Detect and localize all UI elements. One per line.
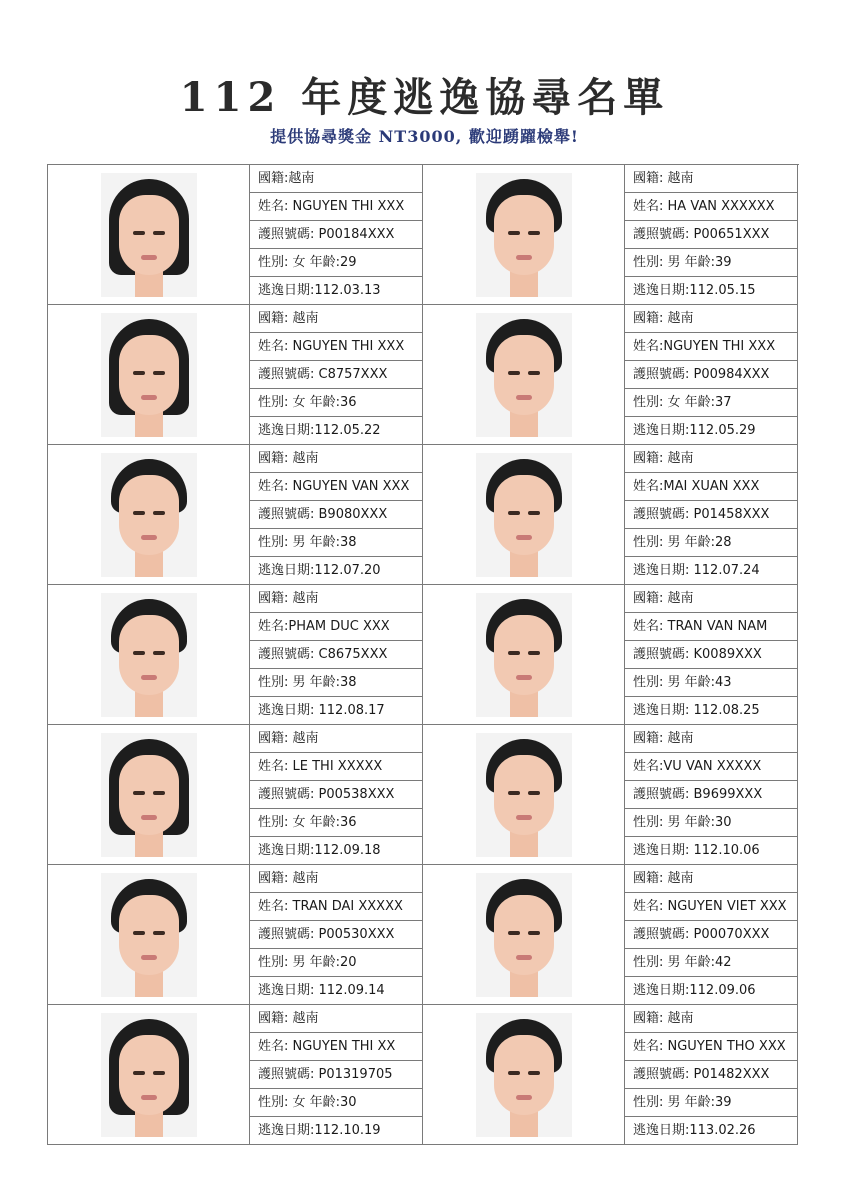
sex-age-field: 性別: 女 年齡:30 (250, 1089, 423, 1117)
sex-age-field: 性別: 女 年齡:36 (250, 389, 423, 417)
person-entry (48, 725, 423, 865)
name-field: 姓名: HA VAN XXXXXX (625, 193, 798, 221)
person-entry (48, 165, 423, 305)
photo-cell (423, 865, 625, 1005)
info-cells (625, 165, 798, 305)
table-row (48, 865, 799, 1005)
escape-date-field: 逃逸日期:112.05.22 (250, 417, 423, 445)
info-cells (250, 725, 423, 865)
portrait-photo (101, 733, 197, 857)
name-field: 姓名:MAI XUAN XXX (625, 473, 798, 501)
sex-age-field: 性別: 女 年齡:37 (625, 389, 798, 417)
person-entry (423, 1005, 798, 1145)
nationality-field: 國籍: 越南 (625, 1005, 798, 1033)
portrait-photo (101, 873, 197, 997)
name-field: 姓名:PHAM DUC XXX (250, 613, 423, 641)
person-entry (423, 725, 798, 865)
name-field: 姓名: TRAN VAN NAM (625, 613, 798, 641)
name-field: 姓名: NGUYEN THI XXX (250, 333, 423, 361)
portrait-photo (476, 1013, 572, 1137)
escape-date-field: 逃逸日期:113.02.26 (625, 1117, 798, 1145)
name-field: 姓名: NGUYEN THO XXX (625, 1033, 798, 1061)
reward-subtitle: 提供協尋獎金 NT3000, 歡迎踴躍檢舉! (270, 127, 579, 146)
passport-number-field: 護照號碼: K0089XXX (625, 641, 798, 669)
sex-age-field: 性別: 男 年齡:38 (250, 669, 423, 697)
portrait-photo (476, 313, 572, 437)
sex-age-field: 性別: 男 年齡:28 (625, 529, 798, 557)
info-cells (250, 445, 423, 585)
wanted-list-table (47, 164, 799, 1145)
person-entry (423, 305, 798, 445)
info-cells (625, 585, 798, 725)
photo-cell (423, 725, 625, 865)
info-cells (625, 725, 798, 865)
nationality-field: 國籍: 越南 (250, 725, 423, 753)
info-cells (250, 865, 423, 1005)
info-cells (250, 165, 423, 305)
nationality-field: 國籍: 越南 (625, 165, 798, 193)
nationality-field: 國籍:越南 (250, 165, 423, 193)
person-entry (48, 445, 423, 585)
person-entry (423, 165, 798, 305)
nationality-field: 國籍: 越南 (250, 865, 423, 893)
person-entry (423, 445, 798, 585)
sex-age-field: 性別: 男 年齡:20 (250, 949, 423, 977)
portrait-photo (101, 173, 197, 297)
nationality-field: 國籍: 越南 (250, 1005, 423, 1033)
table-row (48, 165, 799, 305)
passport-number-field: 護照號碼: P00070XXX (625, 921, 798, 949)
portrait-photo (476, 733, 572, 857)
escape-date-field: 逃逸日期: 112.08.17 (250, 697, 423, 725)
portrait-photo (476, 453, 572, 577)
passport-number-field: 護照號碼: B9699XXX (625, 781, 798, 809)
escape-date-field: 逃逸日期: 112.07.24 (625, 557, 798, 585)
passport-number-field: 護照號碼: P00651XXX (625, 221, 798, 249)
info-cells (625, 865, 798, 1005)
passport-number-field: 護照號碼: P01458XXX (625, 501, 798, 529)
passport-number-field: 護照號碼: P00184XXX (250, 221, 423, 249)
passport-number-field: 護照號碼: P00538XXX (250, 781, 423, 809)
photo-cell (423, 1005, 625, 1145)
info-cells (625, 1005, 798, 1145)
nationality-field: 國籍: 越南 (250, 305, 423, 333)
info-cells (625, 305, 798, 445)
person-entry (48, 305, 423, 445)
sex-age-field: 性別: 女 年齡:36 (250, 809, 423, 837)
name-field: 姓名:VU VAN XXXXX (625, 753, 798, 781)
page-title: 112 年度逃逸協尋名單 (179, 74, 670, 121)
escape-date-field: 逃逸日期:112.10.19 (250, 1117, 423, 1145)
sex-age-field: 性別: 男 年齡:38 (250, 529, 423, 557)
photo-cell (48, 585, 250, 725)
table-row (48, 445, 799, 585)
person-entry (423, 585, 798, 725)
photo-cell (48, 865, 250, 1005)
portrait-photo (101, 453, 197, 577)
person-entry (423, 865, 798, 1005)
portrait-photo (476, 593, 572, 717)
sex-age-field: 性別: 男 年齡:39 (625, 1089, 798, 1117)
escape-date-field: 逃逸日期: 112.10.06 (625, 837, 798, 865)
nationality-field: 國籍: 越南 (625, 865, 798, 893)
escape-date-field: 逃逸日期:112.09.06 (625, 977, 798, 1005)
table-row (48, 1005, 799, 1145)
passport-number-field: 護照號碼: P00984XXX (625, 361, 798, 389)
photo-cell (48, 725, 250, 865)
passport-number-field: 護照號碼: C8675XXX (250, 641, 423, 669)
portrait-photo (101, 313, 197, 437)
escape-date-field: 逃逸日期:112.03.13 (250, 277, 423, 305)
name-field: 姓名: NGUYEN VIET XXX (625, 893, 798, 921)
name-field: 姓名: NGUYEN THI XX (250, 1033, 423, 1061)
photo-cell (48, 445, 250, 585)
passport-number-field: 護照號碼: P01319705 (250, 1061, 423, 1089)
photo-cell (423, 585, 625, 725)
portrait-photo (101, 1013, 197, 1137)
portrait-photo (101, 593, 197, 717)
name-field: 姓名: LE THI XXXXX (250, 753, 423, 781)
info-cells (250, 1005, 423, 1145)
table-row (48, 725, 799, 865)
name-field: 姓名: TRAN DAI XXXXX (250, 893, 423, 921)
escape-date-field: 逃逸日期: 112.08.25 (625, 697, 798, 725)
escape-date-field: 逃逸日期:112.09.18 (250, 837, 423, 865)
sex-age-field: 性別: 男 年齡:42 (625, 949, 798, 977)
photo-cell (48, 305, 250, 445)
name-field: 姓名:NGUYEN THI XXX (625, 333, 798, 361)
nationality-field: 國籍: 越南 (625, 725, 798, 753)
person-entry (48, 585, 423, 725)
photo-cell (48, 1005, 250, 1145)
escape-date-field: 逃逸日期:112.05.15 (625, 277, 798, 305)
nationality-field: 國籍: 越南 (250, 585, 423, 613)
photo-cell (423, 165, 625, 305)
nationality-field: 國籍: 越南 (625, 585, 798, 613)
person-entry (48, 865, 423, 1005)
info-cells (250, 585, 423, 725)
sex-age-field: 性別: 女 年齡:29 (250, 249, 423, 277)
portrait-photo (476, 873, 572, 997)
escape-date-field: 逃逸日期:112.05.29 (625, 417, 798, 445)
name-field: 姓名: NGUYEN VAN XXX (250, 473, 423, 501)
sex-age-field: 性別: 男 年齡:39 (625, 249, 798, 277)
photo-cell (423, 305, 625, 445)
name-field: 姓名: NGUYEN THI XXX (250, 193, 423, 221)
passport-number-field: 護照號碼: P00530XXX (250, 921, 423, 949)
nationality-field: 國籍: 越南 (250, 445, 423, 473)
nationality-field: 國籍: 越南 (625, 305, 798, 333)
info-cells (250, 305, 423, 445)
photo-cell (423, 445, 625, 585)
info-cells (625, 445, 798, 585)
portrait-photo (476, 173, 572, 297)
nationality-field: 國籍: 越南 (625, 445, 798, 473)
passport-number-field: 護照號碼: C8757XXX (250, 361, 423, 389)
table-row (48, 585, 799, 725)
person-entry (48, 1005, 423, 1145)
passport-number-field: 護照號碼: B9080XXX (250, 501, 423, 529)
sex-age-field: 性別: 男 年齡:43 (625, 669, 798, 697)
table-row (48, 305, 799, 445)
sex-age-field: 性別: 男 年齡:30 (625, 809, 798, 837)
photo-cell (48, 165, 250, 305)
passport-number-field: 護照號碼: P01482XXX (625, 1061, 798, 1089)
escape-date-field: 逃逸日期: 112.09.14 (250, 977, 423, 1005)
escape-date-field: 逃逸日期:112.07.20 (250, 557, 423, 585)
